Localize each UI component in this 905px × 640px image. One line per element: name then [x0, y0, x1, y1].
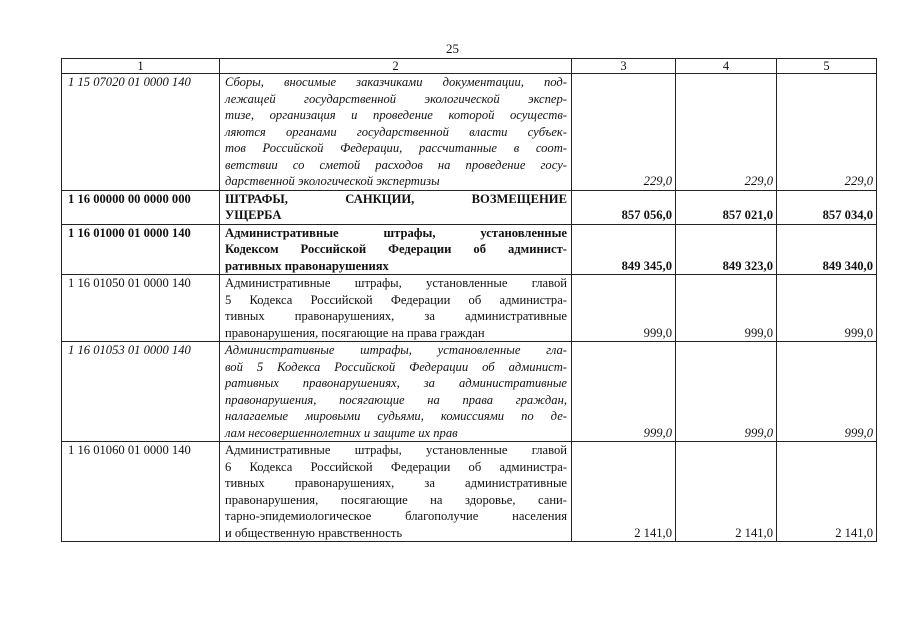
description-cell [220, 224, 572, 275]
table-row [62, 442, 877, 542]
description-line: тизе, организация и проведение которой осуществ- [225, 108, 567, 122]
description-line: правонарушения, посягающие на здоровье, сани- [225, 492, 567, 507]
description-line: тов Российской Федерации, рассчитанные в соот- [225, 141, 567, 155]
column-header-5: 5 [777, 59, 877, 74]
description-line: правонарушения, посягающие на права граждан [225, 325, 485, 340]
amount-cell-col-3: 999,0 [572, 275, 676, 342]
description-line: и общественную нравственность [225, 525, 403, 540]
description-line: ративных правонарушениях, за административные [225, 376, 567, 390]
description-cell [220, 74, 572, 191]
budget-code-cell: 1 16 01000 01 0000 140 [62, 224, 220, 275]
column-header-1: 1 [62, 59, 220, 74]
amount-cell-col-3: 857 056,0 [572, 190, 676, 224]
description-cell [220, 275, 572, 342]
description-line: тивных правонарушениях, за административные [225, 309, 567, 323]
amount-cell-col-3: 2 141,0 [572, 442, 676, 542]
amount-cell-col-4: 857 021,0 [676, 190, 777, 224]
amount-cell-col-5: 2 141,0 [777, 442, 877, 542]
description-line: Кодексом Российской Федерации об админист- [225, 242, 567, 256]
description-line: лам несовершеннолетних и защите их прав [225, 425, 458, 440]
column-header-4: 4 [676, 59, 777, 74]
description-line: ветствии со сметой расходов на проведение госу- [225, 157, 567, 172]
column-header-3: 3 [572, 59, 676, 74]
table-row [62, 224, 877, 275]
amount-cell-col-3: 229,0 [572, 74, 676, 191]
budget-code-cell: 1 15 07020 01 0000 140 [62, 74, 220, 191]
amount-cell-col-5: 849 340,0 [777, 224, 877, 275]
amount-cell-col-3: 999,0 [572, 342, 676, 442]
amount-cell-col-5: 999,0 [777, 342, 877, 442]
description-line: 6 Кодекса Российской Федерации об администра- [225, 459, 567, 474]
description-cell [220, 190, 572, 224]
table-row [62, 342, 877, 442]
description-line: 5 Кодекса Российской Федерации об администра- [225, 292, 567, 307]
description-line: Административные штрафы, установленные главой [225, 443, 567, 457]
description-line: ШТРАФЫ, САНКЦИИ, ВОЗМЕЩЕНИЕ [225, 191, 567, 206]
table-row [62, 190, 877, 224]
table-row [62, 275, 877, 342]
amount-cell-col-4: 229,0 [676, 74, 777, 191]
description-line: тарно-эпидемиологическое благополучие населения [225, 509, 567, 523]
amount-cell-col-5: 857 034,0 [777, 190, 877, 224]
description-line: дарственной экологической экспертизы [225, 174, 440, 188]
description-cell [220, 442, 572, 542]
description-line: Административные штрафы, установленные гла- [225, 343, 567, 357]
description-line: ляются органами государственной власти субъек- [225, 124, 567, 139]
table-row [62, 74, 877, 191]
description-line: Административные штрафы, установленные главой [225, 276, 567, 290]
description-line: Административные штрафы, установленные [225, 225, 567, 240]
table-header-row [62, 59, 877, 74]
amount-cell-col-5: 999,0 [777, 275, 877, 342]
description-line: правонарушения, посягающие на права граждан, [225, 392, 567, 407]
amount-cell-col-4: 999,0 [676, 342, 777, 442]
description-line: лежащей государственной экологической экспер- [225, 91, 567, 106]
budget-code-cell: 1 16 01050 01 0000 140 [62, 275, 220, 342]
budget-table [61, 58, 877, 542]
budget-code-cell: 1 16 00000 00 0000 000 [62, 190, 220, 224]
amount-cell-col-4: 999,0 [676, 275, 777, 342]
description-cell [220, 342, 572, 442]
budget-code-cell: 1 16 01060 01 0000 140 [62, 442, 220, 542]
amount-cell-col-5: 229,0 [777, 74, 877, 191]
description-line: тивных правонарушениях, за административные [225, 476, 567, 490]
amount-cell-col-4: 849 323,0 [676, 224, 777, 275]
description-line: вой 5 Кодекса Российской Федерации об админист- [225, 359, 567, 374]
page-number: 25 [446, 41, 459, 56]
description-line: Сборы, вносимые заказчиками документации, под- [225, 75, 567, 89]
description-line: налагаемые мировыми судьями, комиссиями по де- [225, 409, 567, 423]
description-line: УЩЕРБА [225, 208, 282, 222]
amount-cell-col-4: 2 141,0 [676, 442, 777, 542]
amount-cell-col-3: 849 345,0 [572, 224, 676, 275]
description-line: ративных правонарушениях [225, 258, 389, 273]
column-header-2: 2 [220, 59, 572, 74]
budget-code-cell: 1 16 01053 01 0000 140 [62, 342, 220, 442]
